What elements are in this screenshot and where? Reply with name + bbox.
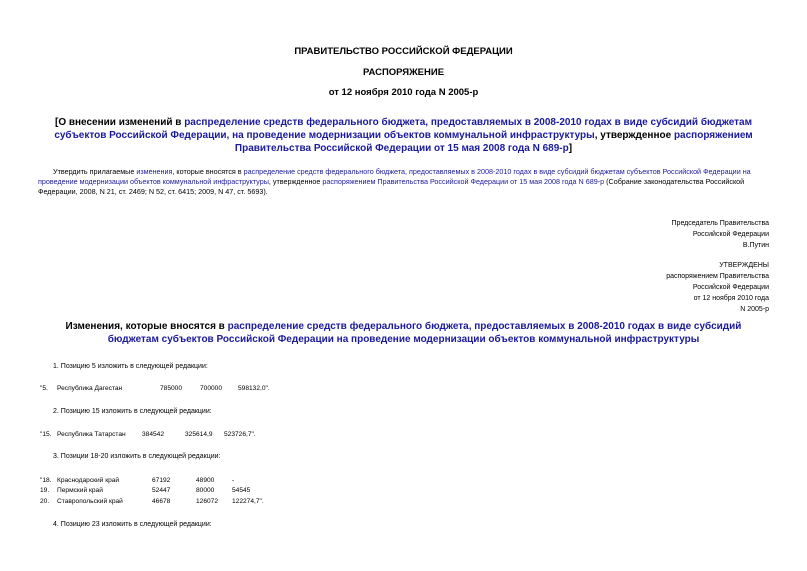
item-3: 3. Позиции 18-20 изложить в следующей редакции: bbox=[53, 453, 221, 460]
cell-value-3: - bbox=[232, 477, 235, 484]
table-row-15 bbox=[0, 431, 807, 441]
title-link-distribution[interactable]: распределение средств федерального бюджета, предоставляемых в 2008-2010 годах в виде субсидий бюджетам субъектов Российской Федерации, на проведение модернизации объектов коммунальной инфраструктуры bbox=[54, 117, 752, 141]
cell-value-3: 122274,7". bbox=[232, 498, 264, 505]
cell-value-1: 52447 bbox=[152, 487, 171, 494]
signature-federation: Российской Федерации bbox=[692, 231, 769, 238]
approved-heading: УТВЕРЖДЕНЫ bbox=[719, 262, 769, 269]
cell-value-3: 523726,7". bbox=[224, 431, 256, 438]
approved-line-5: N 2005-р bbox=[740, 306, 769, 313]
government-heading: ПРАВИТЕЛЬСТВО РОССИЙСКОЙ ФЕДЕРАЦИИ bbox=[294, 46, 513, 57]
link-order[interactable]: распоряжением Правительства Российской Федерации от 15 мая 2008 года N 689-р bbox=[322, 177, 605, 186]
changes-title-prefix: Изменения, которые вносятся в bbox=[65, 321, 228, 332]
approved-line-2: распоряжением Правительства bbox=[666, 273, 769, 280]
item-4: 4. Позицию 23 изложить в следующей редакции: bbox=[53, 521, 212, 528]
cell-value-2: 700000 bbox=[200, 385, 223, 392]
changes-title-link[interactable]: распределение средств федерального бюджета, предоставляемых в 2008-2010 годах в виде субсидий бюджетам субъектов Российской Федерации на проведение модернизации объектов коммунальной инфраструктуры bbox=[107, 321, 742, 345]
document-type: РАСПОРЯЖЕНИЕ bbox=[362, 67, 445, 78]
body-text-2: , которые вносятся в bbox=[172, 167, 244, 176]
link-changes[interactable]: изменения bbox=[136, 167, 173, 176]
cell-value-1: 67192 bbox=[152, 477, 171, 484]
approved-line-3: Российской Федерации bbox=[692, 284, 769, 291]
item-1: 1. Позицию 5 изложить в следующей редакции: bbox=[53, 363, 208, 370]
document-title bbox=[38, 116, 769, 155]
body-paragraph bbox=[38, 167, 769, 197]
title-link-order[interactable]: распоряжением Правительства Российской Федерации от 15 мая 2008 года N 689-р bbox=[234, 130, 753, 154]
table-row-20 bbox=[0, 498, 807, 508]
cell-number: 20. bbox=[40, 498, 50, 505]
signature-name: В.Путин bbox=[742, 242, 769, 249]
link-distribution[interactable]: распределение средств федерального бюджета, предоставляемых в 2008-2010 годах в виде субсидий бюджетам субъектов Российской Федерации на проведение модернизации объектов коммунальной инфраструктуры bbox=[38, 167, 751, 186]
signature-title: Председатель Правительства bbox=[671, 220, 769, 227]
body-text-3: , утвержденное bbox=[268, 177, 323, 186]
approved-line-4: от 12 ноября 2010 года bbox=[693, 295, 769, 302]
cell-value-1: 46678 bbox=[152, 498, 171, 505]
cell-region: Ставропольский край bbox=[57, 498, 123, 505]
cell-number: "5. bbox=[40, 385, 48, 392]
body-text-4: (Собрание законодательства Российской Федерации, 2008, N 21, ст. 2469; N 52, ст. 6415; 2009, N 47, ст. 5693). bbox=[38, 177, 745, 196]
cell-value-3: 598132,0". bbox=[238, 385, 270, 392]
cell-value-3: 54545 bbox=[232, 487, 251, 494]
cell-value-2: 48900 bbox=[196, 477, 215, 484]
table-row-19 bbox=[0, 487, 807, 497]
cell-region: Республика Татарстан bbox=[57, 431, 126, 438]
document-date-number: от 12 ноября 2010 года N 2005-р bbox=[328, 87, 479, 98]
table-row-18 bbox=[0, 477, 807, 487]
cell-region: Краснодарский край bbox=[57, 477, 120, 484]
changes-title bbox=[40, 320, 767, 346]
title-open: [О внесении изменений в bbox=[54, 117, 185, 128]
cell-number: "15. bbox=[40, 431, 52, 438]
item-2: 2. Позицию 15 изложить в следующей редакции: bbox=[53, 408, 212, 415]
body-text-1: Утвердить прилагаемые bbox=[53, 167, 137, 176]
title-mid: , утвержденное bbox=[594, 130, 674, 141]
cell-number: 19. bbox=[40, 487, 50, 494]
cell-value-1: 785000 bbox=[160, 385, 183, 392]
cell-region: Республика Дагестан bbox=[57, 385, 123, 392]
cell-number: "18. bbox=[40, 477, 52, 484]
table-row-5 bbox=[0, 385, 807, 395]
cell-value-2: 126072 bbox=[196, 498, 219, 505]
cell-region: Пермский край bbox=[57, 487, 103, 494]
cell-value-1: 384542 bbox=[142, 431, 165, 438]
cell-value-2: 80000 bbox=[196, 487, 215, 494]
cell-value-2: 325614,9 bbox=[185, 431, 213, 438]
title-close: ] bbox=[568, 143, 573, 154]
